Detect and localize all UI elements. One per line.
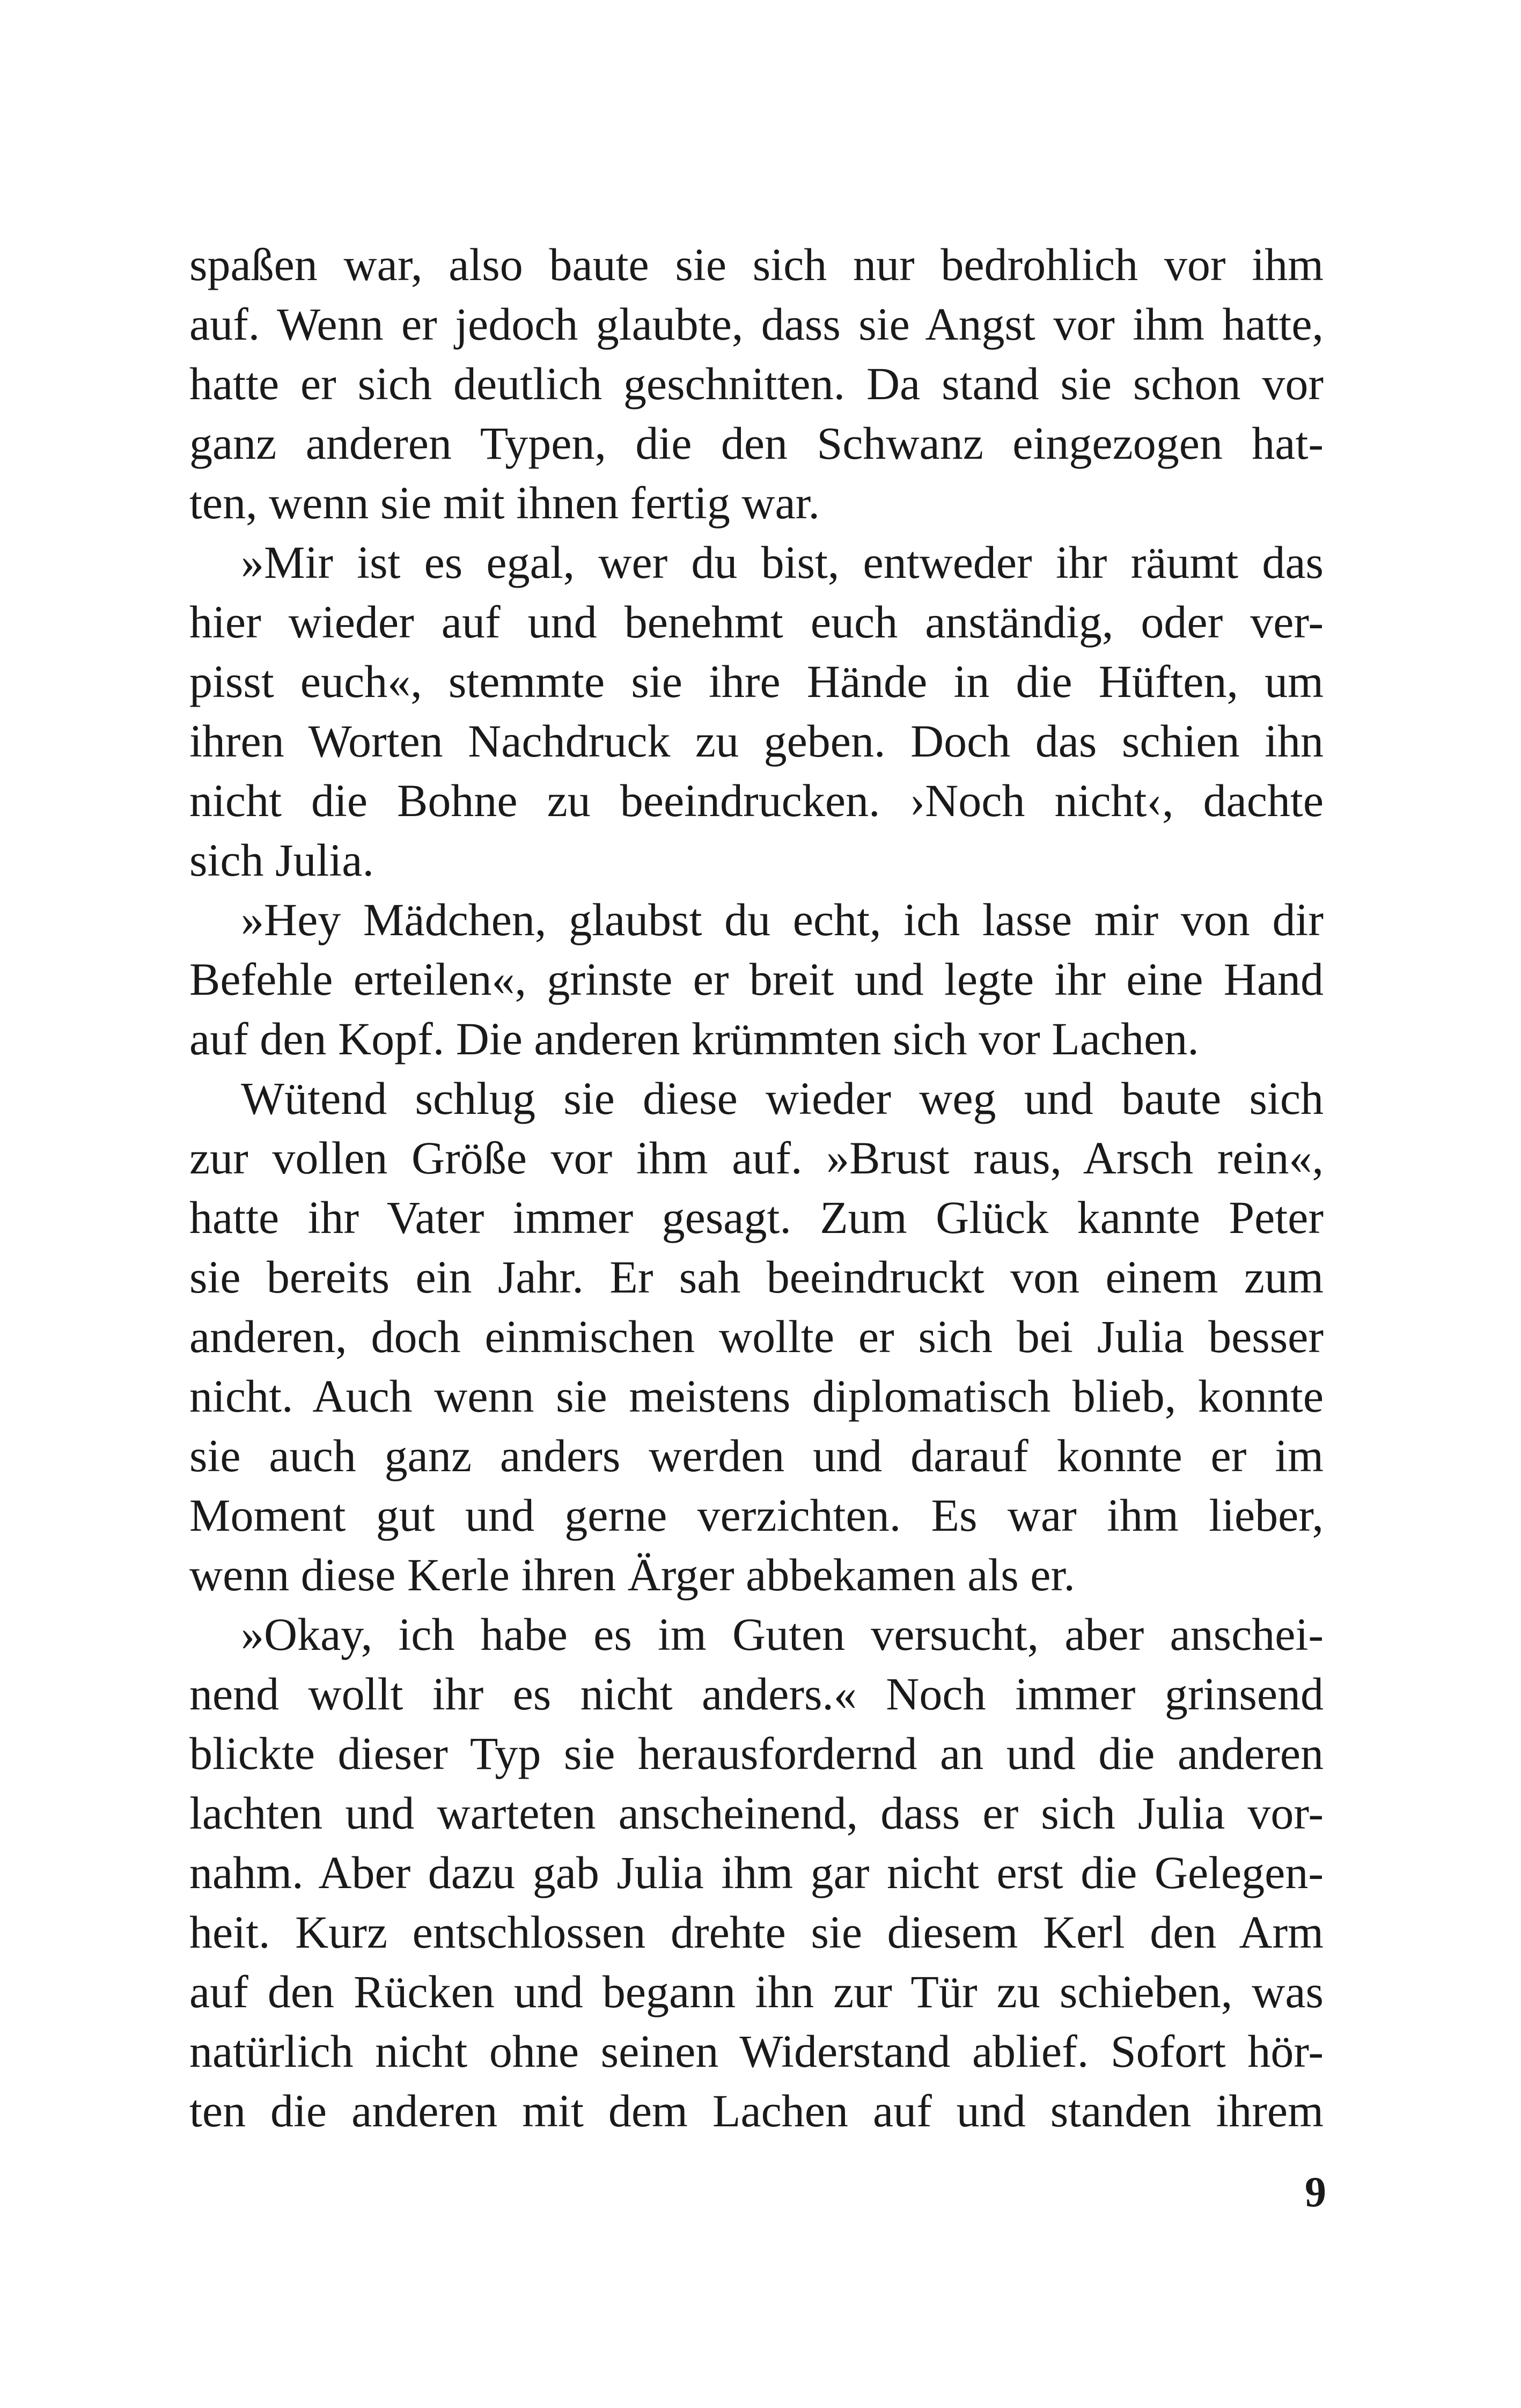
text-line: Wütend schlug sie diese wieder weg und baute sich [241,1073,1324,1124]
page-number: 9 [1305,2169,1326,2216]
text-line: natürlich nicht ohne seinen Widerstand ablief. Sofort hör- [189,2025,1324,2077]
text-line: wenn diese Kerle ihren Ärger abbekamen als er. [189,1549,1075,1601]
text-line: »Mir ist es egal, wer du bist, entweder ihr räumt das [241,537,1324,588]
text-line: sie auch ganz anders werden und darauf konnte er im [189,1430,1324,1481]
text-line: blickte dieser Typ sie herausfordernd an und die anderen [189,1728,1324,1779]
text-line: lachten und warteten anscheinend, dass er sich Julia vor- [189,1787,1324,1839]
text-line: hatte er sich deutlich geschnitten. Da stand sie schon vor [189,358,1324,409]
text-line: auf den Rücken und begann ihn zur Tür zu schieben, was [189,1966,1324,2017]
text-line: nicht die Bohne zu beeindrucken. ›Noch nicht‹, dachte [189,775,1324,826]
text-line: nend wollt ihr es nicht anders.« Noch immer grinsend [189,1668,1324,1720]
text-line: ganz anderen Typen, die den Schwanz eingezogen hat- [189,417,1324,469]
text-line: »Okay, ich habe es im Guten versucht, aber anschei- [241,1609,1324,1660]
text-line: anderen, doch einmischen wollte er sich bei Julia besser [189,1311,1324,1362]
text-line: Moment gut und gerne verzichten. Es war ihm lieber, [189,1489,1324,1541]
text-line: sie bereits ein Jahr. Er sah beeindruckt von einem zum [189,1251,1324,1303]
text-line: spaßen war, also baute sie sich nur bedrohlich vor ihm [189,239,1324,290]
text-line: zur vollen Größe vor ihm auf. »Brust raus, Arsch rein«, [189,1132,1324,1184]
text-line: auf. Wenn er jedoch glaubte, dass sie Angst vor ihm hatte, [189,298,1324,350]
text-line: heit. Kurz entschlossen drehte sie diesem Kerl den Arm [189,1906,1324,1958]
text-line: ten, wenn sie mit ihnen fertig war. [189,477,820,528]
text-line: hier wieder auf und benehmt euch anständig, oder ver- [189,596,1324,648]
text-line: »Hey Mädchen, glaubst du echt, ich lasse mir von dir [241,894,1324,945]
text-line: auf den Kopf. Die anderen krümmten sich vor Lachen. [189,1013,1199,1064]
page-body [189,235,1324,2141]
text-line: hatte ihr Vater immer gesagt. Zum Glück kannte Peter [189,1192,1324,1243]
text-line: sich Julia. [189,834,374,886]
text-line: nahm. Aber dazu gab Julia ihm gar nicht erst die Gelegen- [189,1847,1324,1898]
text-line: ten die anderen mit dem Lachen auf und standen ihrem [189,2085,1324,2137]
text-line: Befehle erteilen«, grinste er breit und legte ihr eine Hand [189,953,1324,1005]
text-line: nicht. Auch wenn sie meistens diplomatisch blieb, konnte [189,1370,1324,1422]
text-line: ihren Worten Nachdruck zu geben. Doch das schien ihn [189,715,1324,767]
text-line: pisst euch«, stemmte sie ihre Hände in die Hüften, um [189,656,1324,707]
